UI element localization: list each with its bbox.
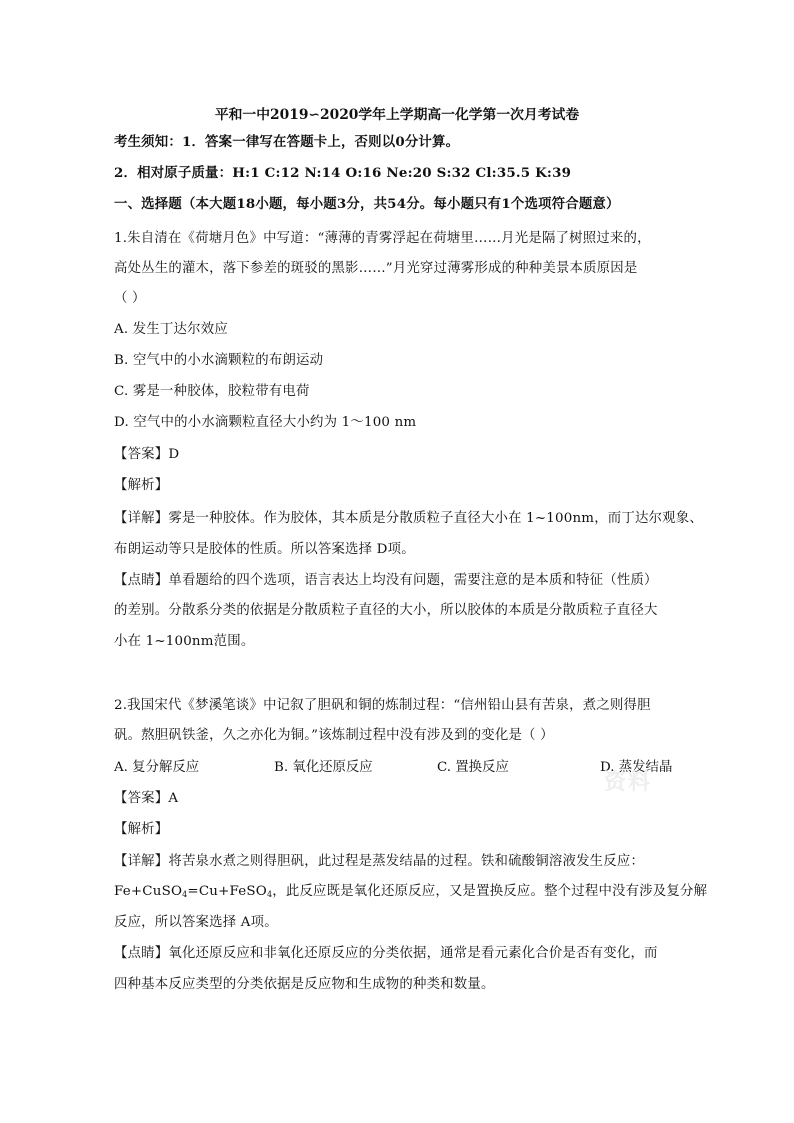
q1-comment-line-1: 【点睛】单看题给的四个选项，语言表达上均没有问题，需要注意的是本质和特征（性质） xyxy=(114,573,658,588)
equation-subscript-2: 4 xyxy=(266,890,273,899)
q2-equation-line xyxy=(114,882,708,905)
q1-option-a: A. 发生丁达尔效应 xyxy=(114,322,228,337)
watermark: 资料 xyxy=(604,770,653,795)
q1-detail-line-1: 【详解】雾是一种胶体。作为胶体，其本质是分散质粒子直径大小在 1~100nm，而丁达尔观象、 xyxy=(114,511,703,526)
q2-stem-line-1: 2.我国宋代《梦溪笔谈》中记叙了胆矾和铜的炼制过程：“信州铅山县有苦泉，煮之则得胆 xyxy=(114,698,651,713)
q2-comment-line-2: 四种基本反应类型的分类依据是反应物和生成物的种类和数量。 xyxy=(114,977,495,992)
q2-detail-line-3: 反应，所以答案选择 A项。 xyxy=(114,915,278,930)
q1-stem-line-1: 1.朱自清在《荷塘月色》中写道：“薄薄的青雾浮起在荷塘里……月光是隔了树照过来的， xyxy=(114,231,651,246)
equation-subscript-1: 4 xyxy=(182,890,188,899)
section-heading: 一、选择题（本大题18小题，每小题3分，共54分。每小题只有1个选项符合题意） xyxy=(114,196,620,212)
q2-analysis: 【解析】 xyxy=(114,822,169,837)
q2-answer: 【答案】A xyxy=(114,791,179,806)
equation-mid: =Cu+FeSO xyxy=(187,884,267,899)
q1-detail-line-2: 布朗运动等只是胶体的性质。所以答案选择 D项。 xyxy=(114,542,415,557)
q1-comment-line-3: 小在 1~100nm范围。 xyxy=(114,634,255,649)
q1-option-c: C. 雾是一种胶体，胶粒带有电荷 xyxy=(114,384,310,399)
q1-stem-line-3: （ ） xyxy=(114,291,146,306)
q1-stem-line-2: 高处丛生的灌木，落下参差的斑驳的黑影……”月光穿过薄雾形成的种种美景本质原因是 xyxy=(114,261,638,276)
q1-option-d: D. 空气中的小水滴颗粒直径大小约为 1～100 nm xyxy=(114,415,417,430)
q2-option-b: B. 氧化还原反应 xyxy=(274,760,373,775)
equation-rest: ，此反应既是氧化还原反应，又是置换反应。整个过程中没有涉及复分解 xyxy=(272,884,708,899)
notice-line-2: 2．相对原子质量：H:1 C:12 N:14 O:16 Ne:20 S:32 Cl:35.5 K:39 xyxy=(114,165,572,181)
notice-line-1: 考生须知：1．答案一律写在答题卡上，否则以0分计算。 xyxy=(114,134,460,150)
q1-analysis: 【解析】 xyxy=(114,478,169,493)
q2-option-d: D. 蒸发结晶 xyxy=(600,760,673,775)
q1-option-b: B. 空气中的小水滴颗粒的布朗运动 xyxy=(114,353,324,368)
q2-option-a: A. 复分解反应 xyxy=(114,760,200,775)
page-title: 平和一中2019∽2020学年上学期高一化学第一次月考试卷 xyxy=(214,107,580,123)
q2-option-c: C. 置换反应 xyxy=(437,760,509,775)
q2-stem-line-2: 矾。熬胆矾铁釜，久之亦化为铜。”该炼制过程中没有涉及到的变化是（ ） xyxy=(114,728,554,743)
q2-comment-line-1: 【点睛】氧化还原反应和非氧化还原反应的分类依据，通常是看元素化合价是否有变化，而 xyxy=(114,946,658,961)
equation-left: Fe+CuSO xyxy=(114,884,183,899)
q2-detail-line-1: 【详解】将苦泉水煮之则得胆矾，此过程是蒸发结晶的过程。铁和硫酸铜溶液发生反应： xyxy=(114,854,645,869)
q1-comment-line-2: 的差别。分散系分类的依据是分散质粒子直径的大小，所以胶体的本质是分散质粒子直径大 xyxy=(114,603,658,618)
q1-answer: 【答案】D xyxy=(114,447,180,462)
